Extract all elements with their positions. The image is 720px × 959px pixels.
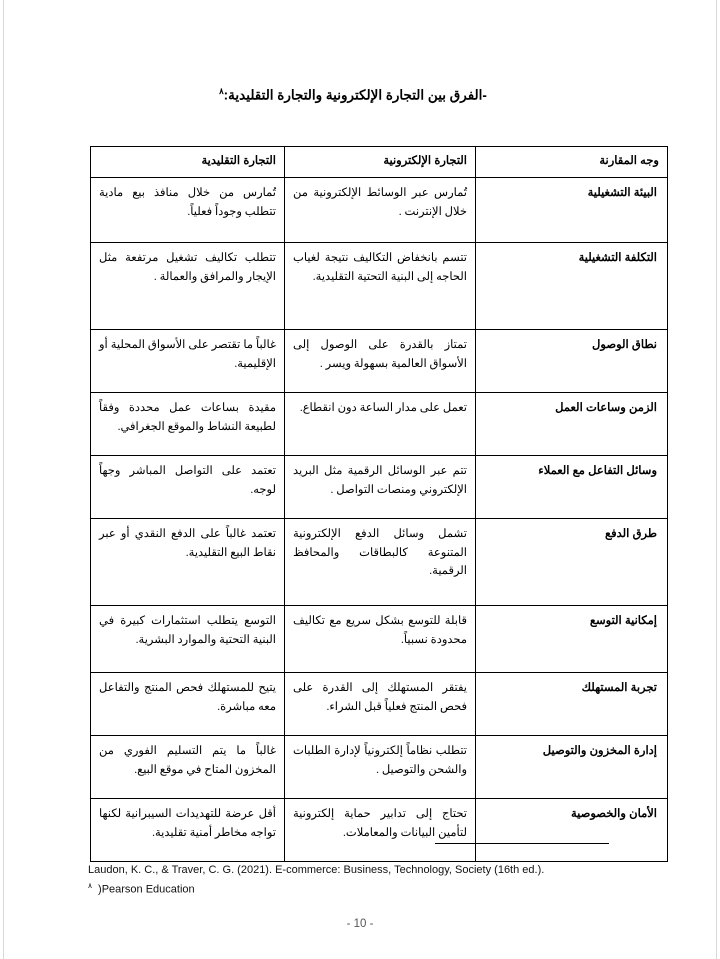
cell-ecommerce: يفتقر المستهلك إلى القدرة على فحص المنتج فعلياً قبل الشراء. bbox=[285, 673, 476, 736]
table-header bbox=[91, 147, 668, 178]
footnote bbox=[88, 862, 632, 899]
cell-traditional: التوسع يتطلب استثمارات كبيرة في البنية التحتية والموارد البشرية. bbox=[91, 606, 285, 673]
cell-ecommerce: تتم عبر الوسائل الرقمية مثل البريد الإلكتروني ومنصات التواصل . bbox=[285, 456, 476, 519]
cell-ecommerce: تمتاز بالقدرة على الوصول إلى الأسواق العالمية بسهولة ويسر . bbox=[285, 330, 476, 393]
column-header-traditional: التجارة التقليدية bbox=[91, 147, 285, 178]
table-header-row bbox=[91, 147, 668, 178]
table-row bbox=[91, 243, 668, 330]
page-number: - 10 - bbox=[346, 918, 374, 930]
table-row bbox=[91, 456, 668, 519]
cell-ecommerce: تحتاج إلى تدابير حماية إلكترونية لتأمين البيانات والمعاملات. bbox=[285, 799, 476, 862]
table-row bbox=[91, 799, 668, 862]
cell-traditional: يتيح للمستهلك فحص المنتج والتفاعل معه مباشرة. bbox=[91, 673, 285, 736]
table-row bbox=[91, 673, 668, 736]
table-body bbox=[91, 178, 668, 862]
cell-aspect: التكلفة التشغيلية bbox=[476, 243, 668, 330]
table-row bbox=[91, 519, 668, 606]
column-header-ecommerce: التجارة الإلكترونية bbox=[285, 147, 476, 178]
cell-traditional: أقل عرضة للتهديدات السيبرانية لكنها تواجه مخاطر أمنية تقليدية. bbox=[91, 799, 285, 862]
heading-footnote-marker: ٨ bbox=[219, 86, 224, 96]
cell-ecommerce: تتطلب نظاماً إلكترونياً لإدارة الطلبات والشحن والتوصيل . bbox=[285, 736, 476, 799]
table-row bbox=[91, 393, 668, 456]
table-row bbox=[91, 606, 668, 673]
cell-ecommerce: تشمل وسائل الدفع الإلكترونية المتنوعة كالبطاقات والمحافظ الرقمية. bbox=[285, 519, 476, 606]
cell-traditional: تُمارس من خلال منافذ بيع مادية تتطلب وجوداً فعلياً. bbox=[91, 178, 285, 243]
cell-aspect: طرق الدفع bbox=[476, 519, 668, 606]
footnote-line-2 bbox=[88, 880, 632, 899]
cell-ecommerce: قابلة للتوسع بشكل سريع مع تكاليف محدودة نسبياً. bbox=[285, 606, 476, 673]
cell-traditional: تتطلب تكاليف تشغيل مرتفعة مثل الإيجار والمرافق والعمالة . bbox=[91, 243, 285, 330]
heading-bullet: - bbox=[482, 87, 487, 103]
column-header-aspect: وجه المقارنة bbox=[476, 147, 668, 178]
heading-text: الفرق بين التجارة الإلكترونية والتجارة التقليدية: bbox=[223, 87, 483, 103]
footnote-marker: ٨ bbox=[88, 880, 93, 890]
cell-traditional: تعتمد غالباً على الدفع النقدي أو عبر نقاط البيع التقليدية. bbox=[91, 519, 285, 606]
cell-aspect: وسائل التفاعل مع العملاء bbox=[476, 456, 668, 519]
cell-traditional: مقيدة بساعات عمل محددة وفقاً لطبيعة النشاط والموقع الجغرافي. bbox=[91, 393, 285, 456]
cell-aspect: تجربة المستهلك bbox=[476, 673, 668, 736]
cell-aspect: إمكانية التوسع bbox=[476, 606, 668, 673]
cell-aspect: نطاق الوصول bbox=[476, 330, 668, 393]
cell-aspect: البيئة التشغيلية bbox=[476, 178, 668, 243]
cell-traditional: غالباً ما تقتصر على الأسواق المحلية أو الإقليمية. bbox=[91, 330, 285, 393]
cell-aspect: الأمان والخصوصية bbox=[476, 799, 668, 862]
cell-ecommerce: تتسم بانخفاض التكاليف نتيجة لغياب الحاجه إلى البنية التحتية التقليدية. bbox=[285, 243, 476, 330]
table-row bbox=[91, 736, 668, 799]
table-row bbox=[91, 330, 668, 393]
cell-ecommerce: تعمل على مدار الساعة دون انقطاع. bbox=[285, 393, 476, 456]
cell-traditional: تعتمد على التواصل المباشر وجهاً لوجه. bbox=[91, 456, 285, 519]
cell-aspect: إدارة المخزون والتوصيل bbox=[476, 736, 668, 799]
cell-traditional: غالباً ما يتم التسليم الفوري من المخزون المتاح في موقع البيع. bbox=[91, 736, 285, 799]
section-heading bbox=[120, 86, 600, 105]
footnote-separator bbox=[435, 843, 609, 844]
footnote-line-1: Laudon, K. C., & Traver, C. G. (2021). E-commerce: Business, Technology, Society (16th ed.). bbox=[88, 864, 545, 876]
table-row bbox=[91, 178, 668, 243]
cell-ecommerce: تُمارس عبر الوسائط الإلكترونية من خلال الإنترنت . bbox=[285, 178, 476, 243]
cell-aspect: الزمن وساعات العمل bbox=[476, 393, 668, 456]
comparison-table bbox=[90, 146, 668, 862]
footnote-line-2-text: )Pearson Education bbox=[98, 883, 195, 896]
